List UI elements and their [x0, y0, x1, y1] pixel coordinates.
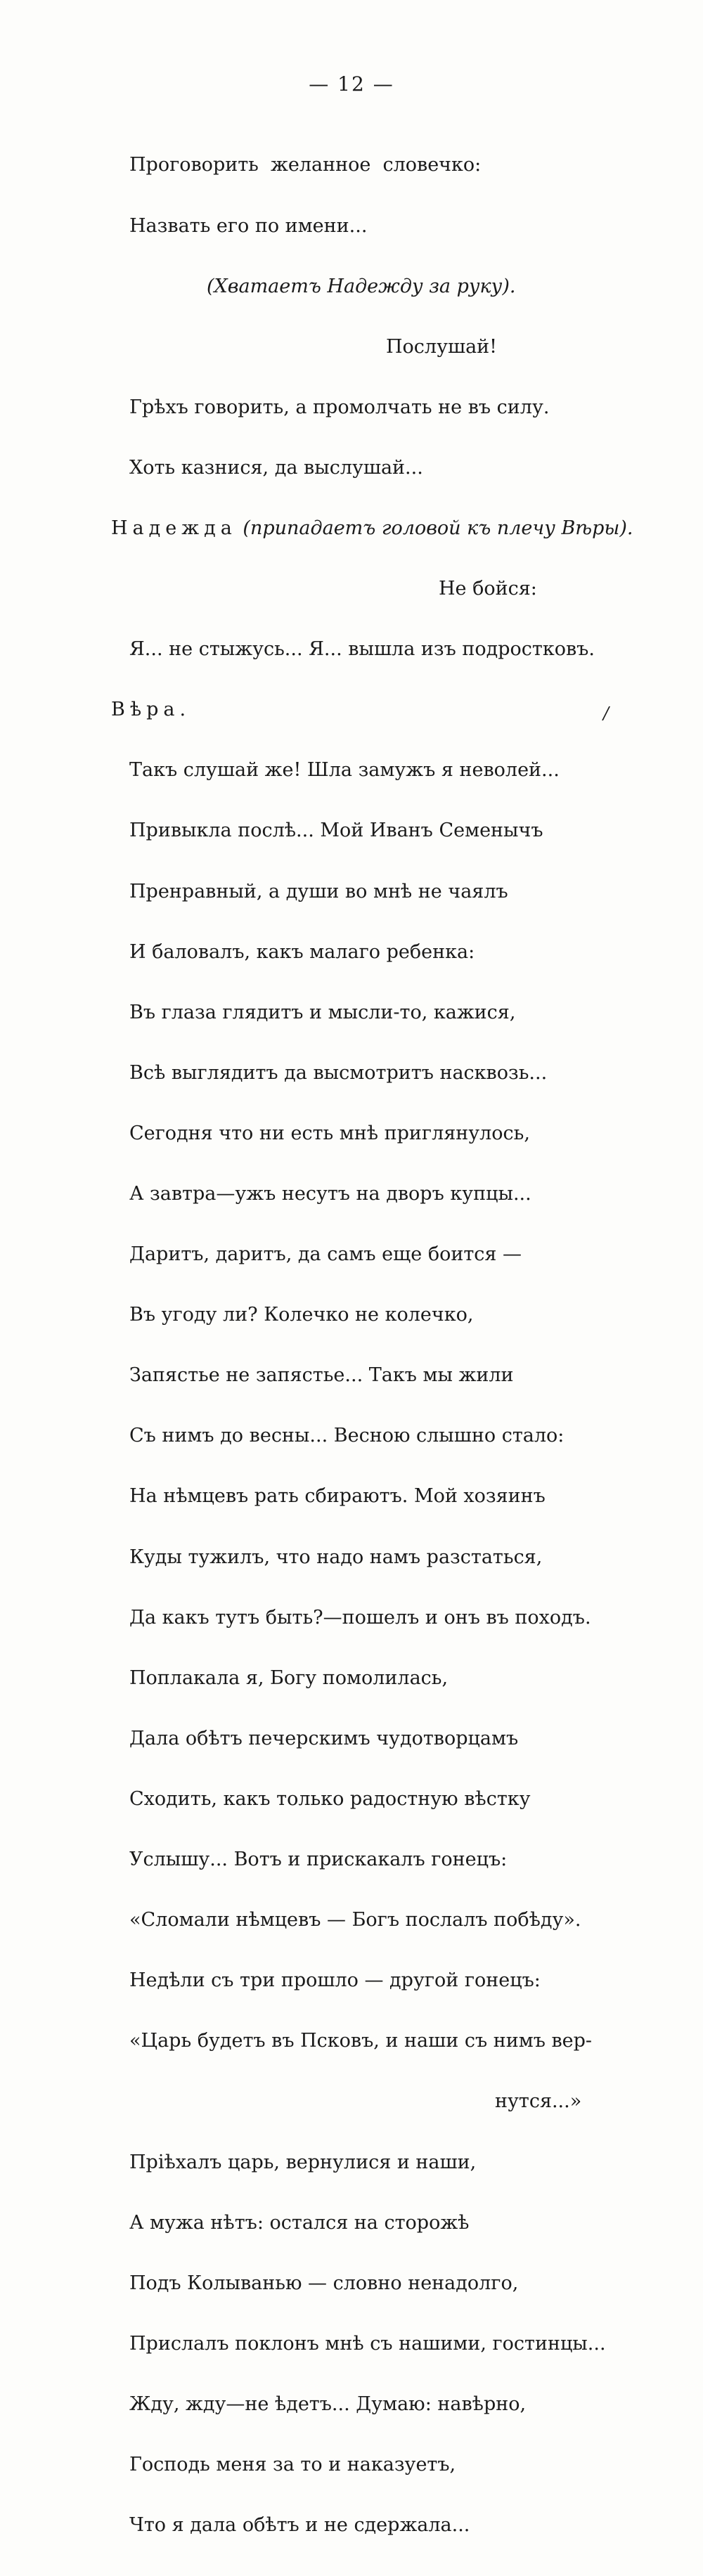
speaker-line — [111, 700, 593, 720]
verse-line: «Сломали нѣмцевъ — Богъ послалъ побѣду». — [129, 1909, 581, 1931]
verse-text — [111, 115, 633, 2576]
verse-line: Подъ Колыванью — словно ненадолго, — [129, 2272, 519, 2294]
verse-line: Хоть казнися, да выслушай... — [129, 456, 423, 479]
verse-line: Сегодня что ни есть мнѣ приглянулось, — [129, 1122, 530, 1144]
verse-line: Грѣхъ говорить, а промолчать не въ силу. — [129, 396, 550, 418]
stage-direction: (Хватаетъ Надежду за руку). — [207, 275, 516, 297]
verse-line: Дала обѣтъ печерскимъ чудотворцамъ — [129, 1727, 519, 1749]
page-number: — 12 — — [309, 72, 394, 96]
verse-line: Сходить, какъ только радостную вѣстку — [129, 1787, 531, 1810]
verse-line: Въ угоду ли? Колечко не колечко, — [129, 1304, 474, 1326]
verse-line: Проговорить желанное словечко: — [129, 154, 482, 176]
verse-line: Пріѣхалъ царь, вернулися и наши, — [129, 2151, 477, 2173]
verse-line: Куды тужилъ, что надо намъ разстаться, — [129, 1546, 543, 1568]
verse-line: Даритъ, даритъ, да самъ еще боится — — [129, 1243, 522, 1266]
verse-line: Я... не стыжусь... Я... вышла изъ подростковъ. — [129, 638, 595, 661]
verse-line: «Царь будетъ въ Псковъ, и наши съ нимъ вер- — [129, 2030, 593, 2052]
verse-line: Пренравный, а души во мнѣ не чаялъ — [129, 880, 508, 902]
stage-direction: (припадаетъ головой къ плечу Вѣры). — [243, 517, 633, 539]
verse-line: Въ глаза глядитъ и мысли-то, кажися, — [129, 1001, 516, 1023]
verse-line: Недѣли съ три прошло — другой гонецъ: — [129, 1969, 541, 1992]
verse-line: Прислалъ поклонъ мнѣ съ нашими, гостинцы... — [129, 2332, 606, 2355]
margin-mark: / — [603, 704, 610, 723]
verse-line: Такъ слушай же! Шла замужъ я неволей... — [129, 759, 560, 782]
verse-line: Не бойся: — [439, 578, 537, 600]
verse-line: Назвать его по имени... — [129, 214, 368, 237]
verse-line: Услышу... Вотъ и прискакалъ гонецъ: — [129, 1849, 508, 1871]
verse-line: Привыкла послѣ... Мой Иванъ Семенычъ — [129, 820, 543, 842]
verse-line: Послушай! — [386, 335, 498, 358]
speaker-name: Надежда — [111, 517, 237, 539]
verse-line: Да какъ тутъ быть?—пошелъ и онъ въ походъ. — [129, 1606, 591, 1629]
verse-line: нутся...» — [495, 2090, 582, 2113]
verse-line: Жду, жду—не ѣдетъ... Думаю: навѣрно, — [129, 2393, 527, 2415]
speaker-line — [111, 517, 633, 539]
verse-line: На нѣмцевъ рать сбираютъ. Мой хозяинъ — [129, 1485, 546, 1508]
verse-line: И баловалъ, какъ малаго ребенка: — [129, 940, 475, 963]
verse-line: Съ нимъ до весны... Весною слышно стало: — [129, 1425, 565, 1447]
verse-line: Господь меня за то и наказуетъ, — [129, 2453, 456, 2475]
verse-line: Поплакала я, Богу помолилась, — [129, 1666, 449, 1689]
verse-line: Всѣ выглядитъ да высмотритъ насквозь... — [129, 1061, 548, 1084]
verse-line: Что я дала обѣтъ и не сдержала... — [129, 2514, 470, 2537]
verse-line: А мужа нѣтъ: остался на сторожѣ — [129, 2211, 470, 2234]
verse-line: Запястье не запястье... Такъ мы жили — [129, 1364, 514, 1387]
speaker-name: Вѣра. — [111, 699, 191, 721]
verse-line: А завтра—ужъ несутъ на дворъ купцы... — [129, 1183, 531, 1205]
